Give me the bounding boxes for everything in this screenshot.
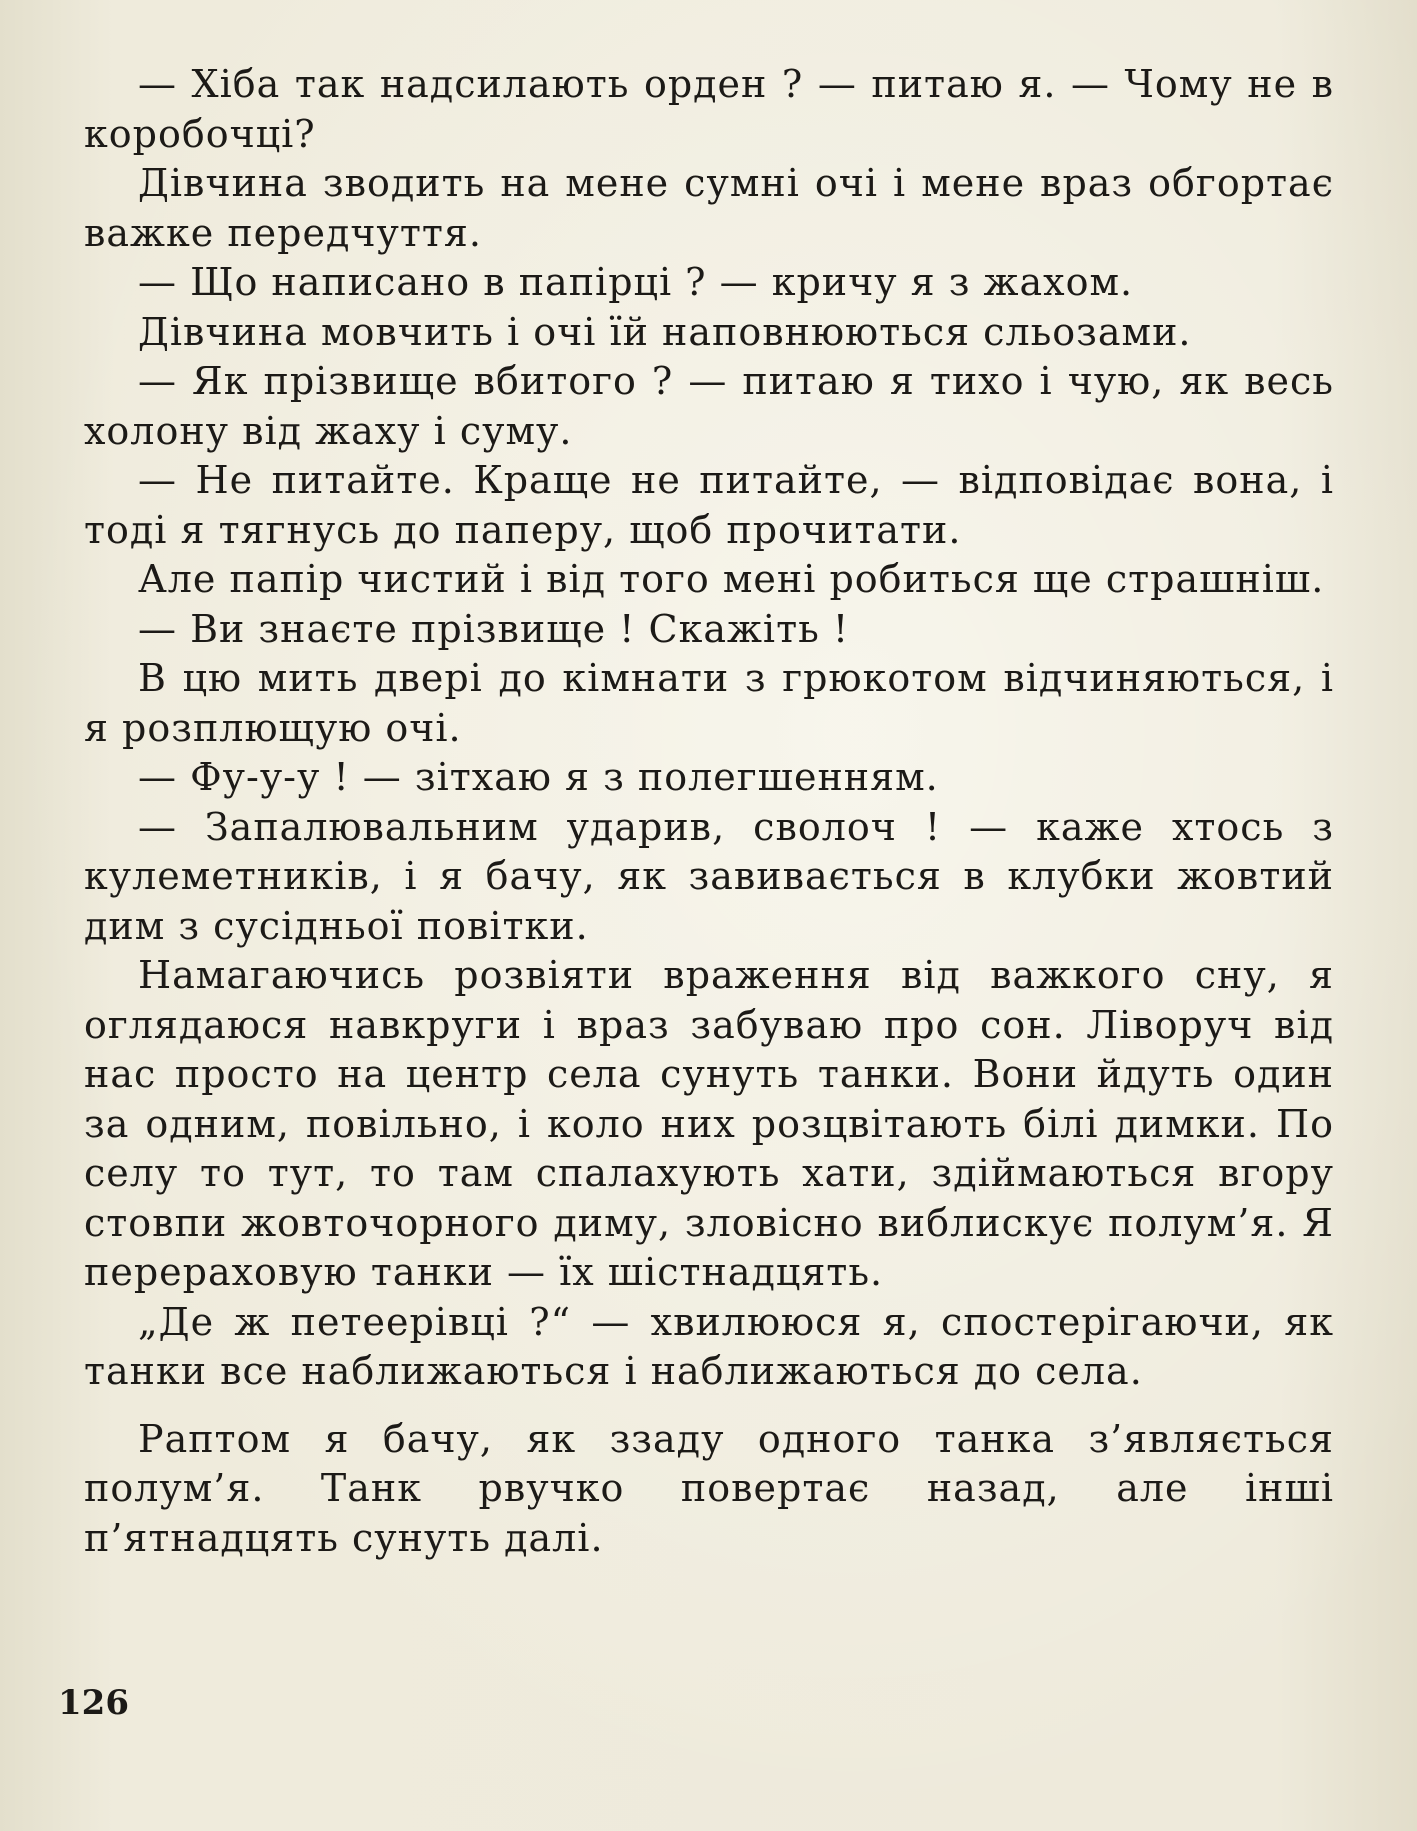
paragraph: „Де ж петеерівці ?“ — хвилююся я, спостерігаючи, як танки все наближаються і наближаються до села.: [84, 1299, 1334, 1393]
paragraph: — Як прізвище вбитого ? — питаю я тихо і чую, як весь холону від жаху і суму.: [84, 359, 1334, 453]
paragraph: В цю мить двері до кімнати з грюкотом відчиняються, і я розплющую очі.: [84, 656, 1334, 750]
paragraph: — Фу-у-у ! — зітхаю я з полегшенням.: [138, 755, 939, 799]
paragraph: — Хіба так надсилають орден ? — питаю я. — Чому не в коробочці?: [84, 62, 1334, 156]
paragraph: Намагаючись розвіяти враження від важкого сну, я оглядаюся навкруги і враз забуваю про сон. Ліворуч від нас просто на центр села сунуть танки. Вони йдуть один за одним, повільно, і коло них розцвітають білі димки. По селу то тут, то там спалахують хати, здіймаються вгору стовпи жовточорного диму, зловісно виблискує полум’я. Я перераховую танки — їх шістнадцять.: [84, 953, 1334, 1294]
paragraph: Раптом я бачу, як ззаду одного танка з’являється полум’я. Танк рвучко повертає назад, але інші п’ятнадцять сунуть далі.: [84, 1416, 1334, 1560]
paragraph: Але папір чистий і від того мені робиться ще страшніш.: [138, 557, 1325, 601]
paragraph: Дівчина мовчить і очі їй наповнюються сльозами.: [138, 309, 1192, 354]
paragraph: — Не питайте. Краще не питайте, — відповідає вона, і тоді я тягнусь до паперу, щоб прочитати.: [84, 458, 1334, 552]
page-number: 126: [58, 1683, 129, 1723]
paragraph: Дівчина зводить на мене сумні очі і мене враз обгортає важке передчуття.: [84, 161, 1334, 255]
page-text: [84, 60, 1334, 1563]
paragraph: — Ви знаєте прізвище ! Скажіть !: [138, 606, 850, 651]
paragraph: — Що написано в папірці ? — кричу я з жахом.: [138, 260, 1134, 304]
paragraph: — Запалювальним ударив, сволоч ! — каже хтось з кулеметників, і я бачу, як завивається в клубки жовтий дим з сусідньої повітки.: [84, 804, 1334, 948]
